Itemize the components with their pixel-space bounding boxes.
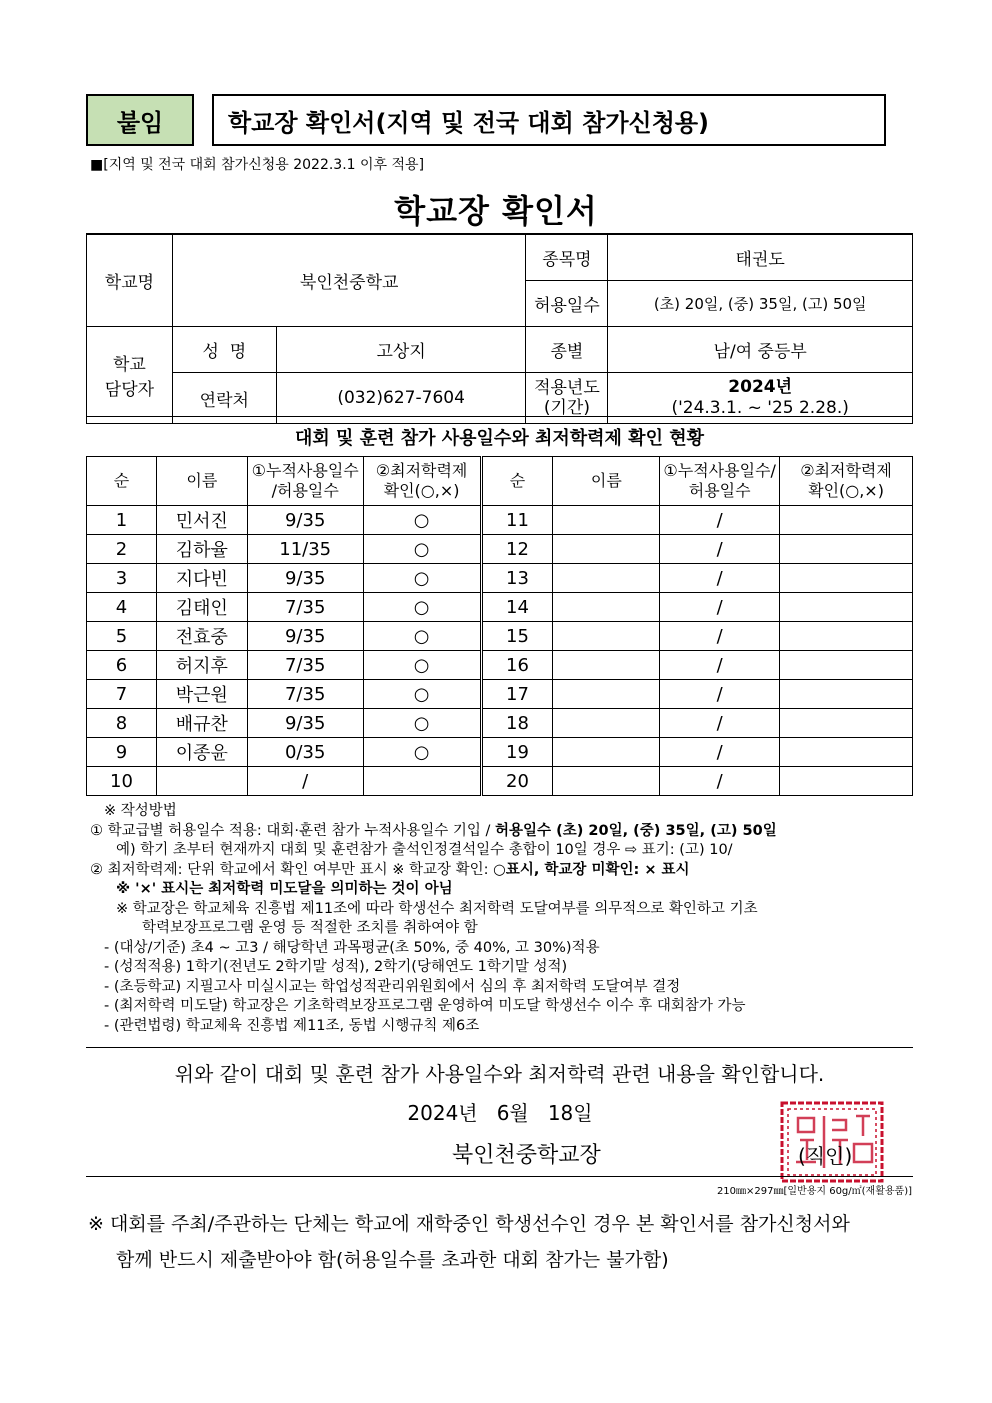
name-value: 고상지 [276, 327, 526, 373]
instruction-line-4: ※ '×' 표시는 최저학력 미도달을 의미하는 것이 아님 [116, 881, 453, 897]
row-check-right [780, 593, 913, 622]
row-check-left: ○ [363, 506, 481, 535]
row-check-left [363, 767, 481, 796]
row-name-right [553, 767, 660, 796]
header-no-right: 순 [481, 457, 553, 506]
table-row [87, 593, 913, 622]
footer-line-2: 함께 반드시 제출받아야 함(허용일수를 초과한 대회 참가는 불가함) [116, 1249, 669, 1271]
attachment-label: 붙임 [86, 94, 194, 146]
page-title: 학교장 확인서 [394, 192, 598, 230]
table-row [87, 680, 913, 709]
row-days-left: 9/35 [247, 506, 363, 535]
instruction-line-3a: ② 최저학력제: 단위 학교에서 확인 여부만 표시 ※ 학교장 확인: [90, 861, 494, 878]
instruction-line-6: 학력보장프로그램 운영 등 적절한 조치를 취하여야 함 [142, 920, 478, 936]
footer-note [88, 1206, 850, 1278]
instructions [90, 802, 920, 1036]
header-check-left [363, 457, 481, 506]
row-no-right: 16 [481, 651, 553, 680]
table-row [87, 709, 913, 738]
row-no-left: 2 [87, 535, 157, 564]
instruction-line-10: - (최저학력 미도달) 학교장은 기초학력보장프로그램 운영하여 미도달 학생선수 이수 후 대회참가 가능 [104, 998, 746, 1014]
row-no-right: 12 [481, 535, 553, 564]
school-value: 북인천중학교 [172, 234, 526, 327]
row-no-right: 19 [481, 738, 553, 767]
row-name-left: 김태인 [156, 593, 247, 622]
row-check-left: ○ [363, 535, 481, 564]
row-name-right [553, 593, 660, 622]
instruction-line-8: - (성적적용) 1학기(전년도 2학기말 성적), 2학기(당해연도 1학기말 성적) [104, 959, 568, 975]
instruction-line-9: - (초등학교) 지필고사 미실시교는 학업성적관리위원회에서 심의 후 최저학력 도달여부 결정 [104, 978, 681, 995]
instruction-line-7: - (대상/기준) 초4 ~ 고3 / 해당학년 과목평균(초 50%, 중 40%, 고 30%)적용 [104, 939, 600, 956]
row-days-left: / [247, 767, 363, 796]
row-check-right [780, 767, 913, 796]
row-name-right [553, 622, 660, 651]
school-info-table [86, 233, 913, 424]
row-name-right [553, 680, 660, 709]
row-days-left: 7/35 [247, 680, 363, 709]
document-heading-box: 학교장 확인서(지역 및 전국 대회 참가신청용) [212, 94, 886, 146]
instruction-line-3b: ○표시, 학교장 미확인: × 표시 [493, 861, 690, 878]
row-check-right [780, 738, 913, 767]
division-value: 남/여 중등부 [608, 327, 913, 373]
row-check-right [780, 651, 913, 680]
row-check-left: ○ [363, 622, 481, 651]
row-days-right: / [660, 506, 780, 535]
row-check-right [780, 506, 913, 535]
row-check-left: ○ [363, 651, 481, 680]
row-no-right: 18 [481, 709, 553, 738]
row-check-left: ○ [363, 680, 481, 709]
row-name-left [156, 767, 247, 796]
row-days-right: / [660, 767, 780, 796]
row-check-left: ○ [363, 593, 481, 622]
row-days-left: 0/35 [247, 738, 363, 767]
year-value: 2024년 [728, 377, 793, 397]
row-check-right [780, 622, 913, 651]
row-no-left: 4 [87, 593, 157, 622]
division-label: 종별 [526, 327, 608, 373]
school-label: 학교명 [87, 234, 173, 327]
row-no-right: 14 [481, 593, 553, 622]
row-days-right: / [660, 593, 780, 622]
row-name-right [553, 506, 660, 535]
row-no-left: 9 [87, 738, 157, 767]
row-no-left: 3 [87, 564, 157, 593]
row-no-left: 1 [87, 506, 157, 535]
table-row [87, 535, 913, 564]
row-check-right [780, 535, 913, 564]
instructions-title: ※ 작성방법 [104, 803, 177, 819]
confirmation-text: 위와 같이 대회 및 훈련 참가 사용일수와 최저학력 관련 내용을 확인합니다. [86, 1047, 913, 1087]
name-label: 성 명 [172, 327, 276, 373]
table-row [87, 651, 913, 680]
row-check-left: ○ [363, 709, 481, 738]
header-days-right-2: 허용일수 [688, 481, 751, 500]
row-days-right: / [660, 622, 780, 651]
row-check-right [780, 564, 913, 593]
row-check-left: ○ [363, 738, 481, 767]
header-check-right-1: ②최저학력제 [800, 461, 892, 480]
row-name-right [553, 535, 660, 564]
row-name-left: 지다빈 [156, 564, 247, 593]
row-check-right [780, 680, 913, 709]
header-days-left-2: /허용일수 [271, 481, 339, 500]
instruction-line-5: ※ 학교장은 학교체육 진흥법 제11조에 따라 학생선수 최저학력 도달여부를 의무적으로 확인하고 기초 [116, 900, 758, 917]
header-check-left-2: 확인(○,×) [383, 481, 460, 500]
table-row [87, 622, 913, 651]
row-check-right [780, 709, 913, 738]
row-no-right: 17 [481, 680, 553, 709]
year-label-1: 적용년도 [534, 378, 600, 398]
row-days-right: / [660, 564, 780, 593]
header-check-left-1: ②최저학력제 [375, 461, 468, 480]
table-row [87, 738, 913, 767]
contact-label: 연락처 [172, 373, 276, 424]
row-name-right [553, 738, 660, 767]
participation-table [86, 456, 913, 796]
section-title: 대회 및 훈련 참가 사용일수와 최저학력제 확인 현황 [86, 416, 913, 457]
table-row [87, 564, 913, 593]
header-check-right [780, 457, 913, 506]
row-check-left: ○ [363, 564, 481, 593]
row-name-right [553, 651, 660, 680]
divider [86, 1176, 913, 1177]
row-name-left: 이종윤 [156, 738, 247, 767]
row-no-left: 5 [87, 622, 157, 651]
row-days-right: / [660, 709, 780, 738]
instruction-line-1a: ① 학교급별 허용일수 적용: 대회·훈련 참가 누적사용일수 기입 / [90, 822, 496, 839]
row-days-left: 7/35 [247, 651, 363, 680]
instruction-line-11: - (관련법령) 학교체육 진흥법 제11조, 동법 시행규칙 제6조 [104, 1017, 480, 1034]
instruction-line-1b: 허용일수 (초) 20일, (중) 35일, (고) 50일 [495, 822, 777, 839]
contact-value: (032)627-7604 [276, 373, 526, 424]
row-name-left: 박근원 [156, 680, 247, 709]
instruction-line-2: 예) 학기 초부터 현재까지 대회 및 훈련참가 출석인정결석일수 총합이 10일 경우 ⇨ 표기: (고) 10/ [116, 842, 733, 858]
manager-label [87, 327, 173, 424]
row-days-left: 11/35 [247, 535, 363, 564]
manager-label-1: 학교 [113, 355, 146, 375]
row-name-left: 허지후 [156, 651, 247, 680]
row-name-left: 김하율 [156, 535, 247, 564]
row-no-right: 11 [481, 506, 553, 535]
row-days-left: 9/35 [247, 622, 363, 651]
header-check-right-2: 확인(○,×) [808, 481, 884, 500]
sport-label: 종목명 [526, 234, 608, 281]
header-name-right: 이름 [553, 457, 660, 506]
seal-label: (직인) [798, 1144, 853, 1168]
row-no-left: 6 [87, 651, 157, 680]
row-days-left: 7/35 [247, 593, 363, 622]
row-name-left: 배규찬 [156, 709, 247, 738]
row-no-right: 20 [481, 767, 553, 796]
header-days-left-1: ①누적사용일수 [251, 461, 359, 480]
days-label: 허용일수 [526, 281, 608, 327]
row-days-right: / [660, 651, 780, 680]
year-label-2: (기간) [543, 398, 590, 418]
row-days-right: / [660, 738, 780, 767]
row-no-left: 10 [87, 767, 157, 796]
row-days-right: / [660, 680, 780, 709]
row-days-left: 9/35 [247, 709, 363, 738]
confirmation-date: 2024년 6월 18일 [407, 1101, 593, 1125]
applicability-note: ■[지역 및 전국 대회 참가신청용 2022.3.1 이후 적용] [90, 157, 425, 173]
paper-spec: 210㎜×297㎜[일반용지 60g/㎡(재활용품)] [716, 1186, 912, 1197]
row-no-right: 15 [481, 622, 553, 651]
row-name-left: 전효중 [156, 622, 247, 651]
header-days-right [660, 457, 780, 506]
row-name-left: 민서진 [156, 506, 247, 535]
row-no-left: 8 [87, 709, 157, 738]
row-days-right: / [660, 535, 780, 564]
period-value: ('24.3.1. ~ '25 2.28.) [671, 398, 849, 418]
table-row [87, 767, 913, 796]
sport-value: 태권도 [608, 234, 913, 281]
footer-line-1: ※ 대회를 주최/주관하는 단체는 학교에 재학중인 학생선수인 경우 본 확인서를 참가신청서와 [88, 1213, 850, 1235]
header-days-right-1: ①누적사용일수/ [663, 461, 776, 480]
days-value: (초) 20일, (중) 35일, (고) 50일 [608, 281, 913, 327]
header-no-left: 순 [87, 457, 157, 506]
row-name-right [553, 564, 660, 593]
row-no-right: 13 [481, 564, 553, 593]
instruction-line-1 [90, 822, 920, 842]
row-days-left: 9/35 [247, 564, 363, 593]
header-name-left: 이름 [156, 457, 247, 506]
row-no-left: 7 [87, 680, 157, 709]
manager-label-2: 담당자 [104, 380, 155, 400]
principal-name: 북인천중학교장 [452, 1143, 601, 1168]
instruction-line-3 [90, 861, 920, 881]
row-name-right [553, 709, 660, 738]
header-days-left [247, 457, 363, 506]
table-row [87, 506, 913, 535]
